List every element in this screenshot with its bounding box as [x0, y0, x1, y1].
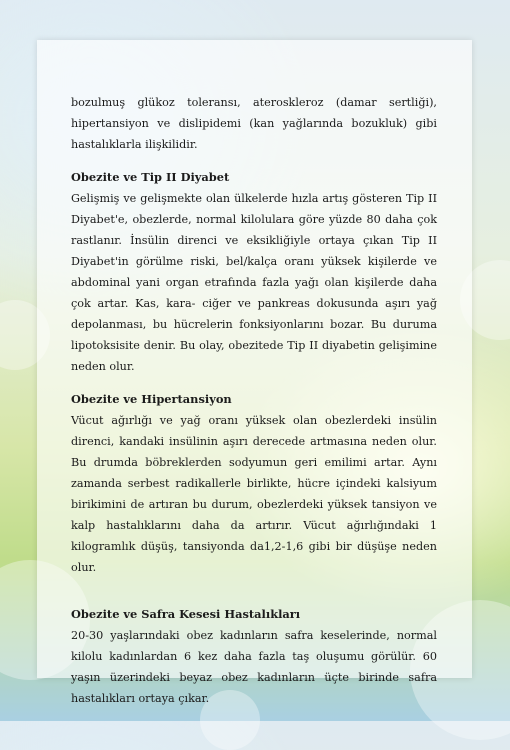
- section-heading-diabetes: Obezite ve Tip II Diyabet: [71, 170, 230, 184]
- section-heading-gallbladder: Obezite ve Safra Kesesi Hastalıkları: [71, 607, 301, 621]
- section-body-hypertension: Vücut ağırlığı ve yağ oranı yüksek olan obezlerdeki insülin direnci, kandaki insülinin aşırı derecede artmasına neden olur. Bu drumda böbreklerden sodyumun geri emilimi artar. Aynı zamanda serbest radikallerle birlikte, hücre içindeki kalsiyum birikimini de artıran bu durum, obezlerdeki yüksek tansiyon ve kalp hastalıklarını daha da artırır. Vücut ağırlığındaki 1 kilogramlık düşüş, tansiyonda da1,2-1,6 gibi bir düşüşe neden olur.: [71, 414, 437, 574]
- section-body-gallbladder: 20-30 yaşlarındaki obez kadınların safra keselerinde, normal kilolu kadınlardan 6 kez daha fazla taş oluşumu görülür. 60 yaşın üzerindeki beyaz obez kadınların üçte birinde safra hastalıkları ortaya çıkar.: [71, 629, 437, 705]
- section-heading-hypertension: Obezite ve Hipertansiyon: [71, 392, 232, 406]
- document-content: [71, 92, 437, 709]
- intro-paragraph: bozulmuş glükoz toleransı, ateroskleroz (damar sertliği), hipertansiyon ve dislipidemi (kan yağlarında bozukluk) gibi hastalıklarla ilişkilidir.: [71, 96, 437, 151]
- document-page: [37, 40, 472, 705]
- section-body-diabetes: Gelişmiş ve gelişmekte olan ülkelerde hızla artış gösteren Tip II Diyabet'e, obezlerde, normal kilolulara göre yüzde 80 daha çok rastlanır. İnsülin direnci ve eksikliğiyle ortaya çıkan Tip II Diyabet'in görülme riski, bel/kalça oranı yüksek kişilerde ve abdominal yani organ etrafında fazla yağı olan kişilerde daha çok artar. Kas, kara- ciğer ve pankreas dokusunda aşırı yağ depolanması, bu hücrelerin fonksiyonlarını bozar. Bu duruma lipotoksisite denir. Bu olay, obezitede Tip II diyabetin gelişimine neden olur.: [71, 192, 437, 373]
